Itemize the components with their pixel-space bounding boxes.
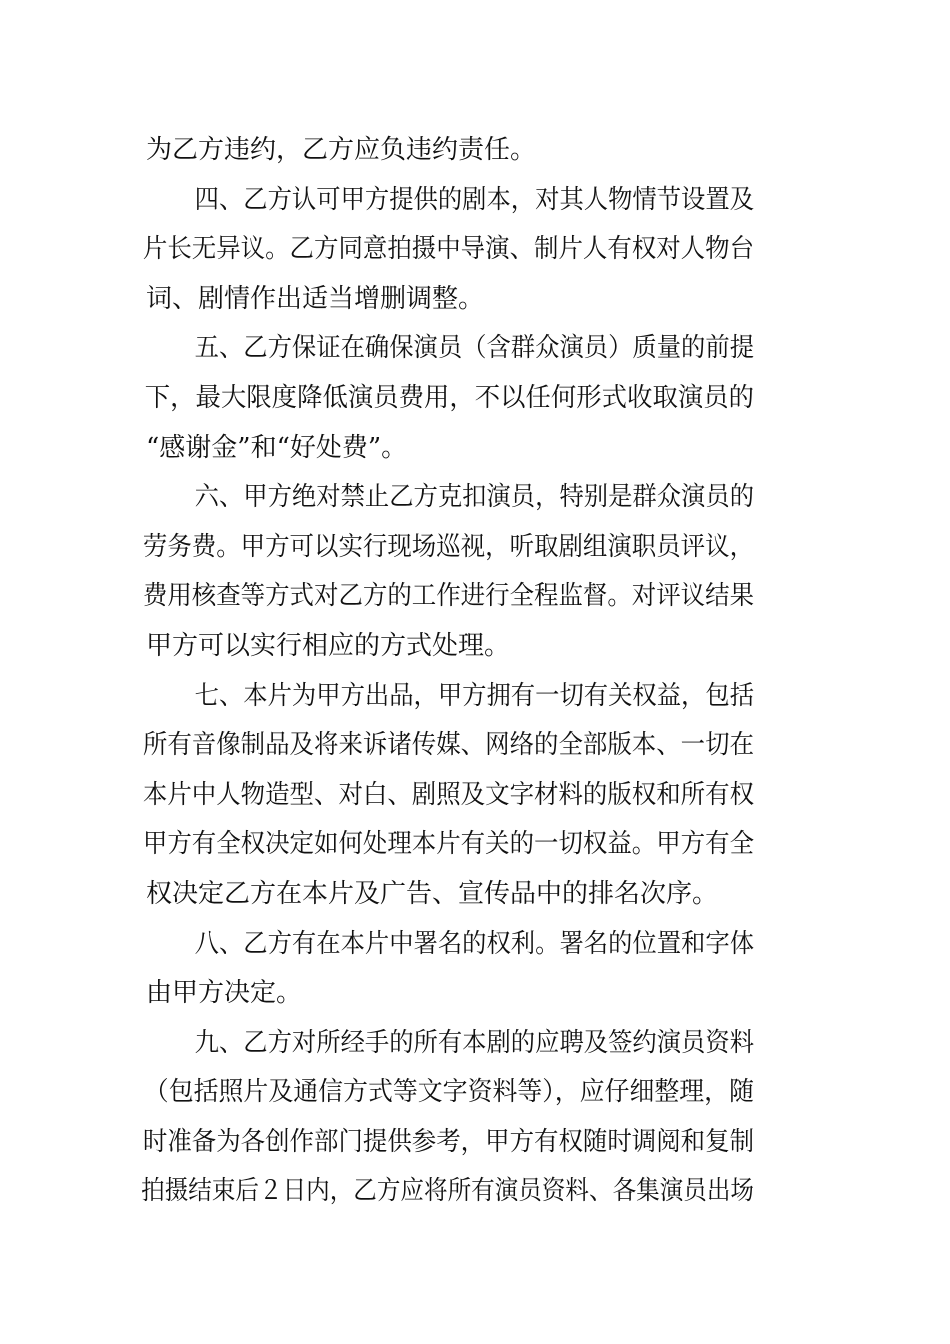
- paragraph-continuation: [146, 126, 806, 176]
- text-line: 由甲方决定。: [146, 978, 303, 1009]
- paragraph-clause-6: [142, 473, 806, 671]
- paragraph-clause-7: [142, 672, 806, 920]
- text-line: 甲方有全权决定如何处理本片有关的一切权益。甲方有全: [142, 829, 755, 860]
- text-line: 所有音像制品及将来诉诸传媒、网络的全部版本、一切在: [142, 730, 755, 761]
- text-line: 词、剧情作出适当增删调整。: [146, 283, 485, 314]
- text-line: （包括照片及通信方式等文字资料等），应仔细整理，随: [143, 1077, 755, 1108]
- text-line: 七、本片为甲方出品，甲方拥有一切有关权益，包括: [194, 680, 755, 711]
- text-line: 拍摄结束后２日内，乙方应将所有演员资料、各集演员出场: [141, 1176, 755, 1207]
- text-line: 八、乙方有在本片中署名的权利。署名的位置和字体: [194, 928, 755, 959]
- text-line: 本片中人物造型、对白、剧照及文字材料的版权和所有权: [142, 779, 755, 810]
- text-line: 甲方可以实行相应的方式处理。: [146, 630, 511, 661]
- text-line: 片长无异议。乙方同意拍摄中导演、制片人有权对人物台: [142, 234, 755, 265]
- text-line: 下，最大限度降低演员费用，不以任何形式收取演员的: [144, 382, 754, 413]
- paragraph-clause-8: [146, 920, 806, 1019]
- text-line: 四、乙方认可甲方提供的剧本，对其人物情节设置及: [194, 184, 755, 215]
- text-line: “感谢金”和“好处费”。: [146, 432, 408, 463]
- text-line: 五、乙方保证在确保演员（含群众演员）质量的前提: [194, 333, 755, 364]
- text-line: 为乙方违约，乙方应负违约责任。: [146, 135, 537, 165]
- paragraph-clause-4: [142, 176, 806, 325]
- document-page: [141, 126, 806, 1217]
- text-line: 劳务费。甲方可以实行现场巡视，听取剧组演职员评议，: [142, 531, 755, 562]
- paragraph-clause-9: [141, 1019, 806, 1217]
- text-line: 时准备为各创作部门提供参考，甲方有权随时调阅和复制: [142, 1126, 755, 1157]
- text-line: 权决定乙方在本片及广告、宣传品中的排名次序。: [146, 878, 719, 909]
- text-line: 费用核查等方式对乙方的工作进行全程监督。对评议结果: [142, 581, 755, 612]
- text-line: 六、甲方绝对禁止乙方克扣演员，特别是群众演员的: [194, 482, 755, 513]
- text-line: 九、乙方对所经手的所有本剧的应聘及签约演员资料: [194, 1027, 755, 1058]
- paragraph-clause-5: [146, 324, 806, 473]
